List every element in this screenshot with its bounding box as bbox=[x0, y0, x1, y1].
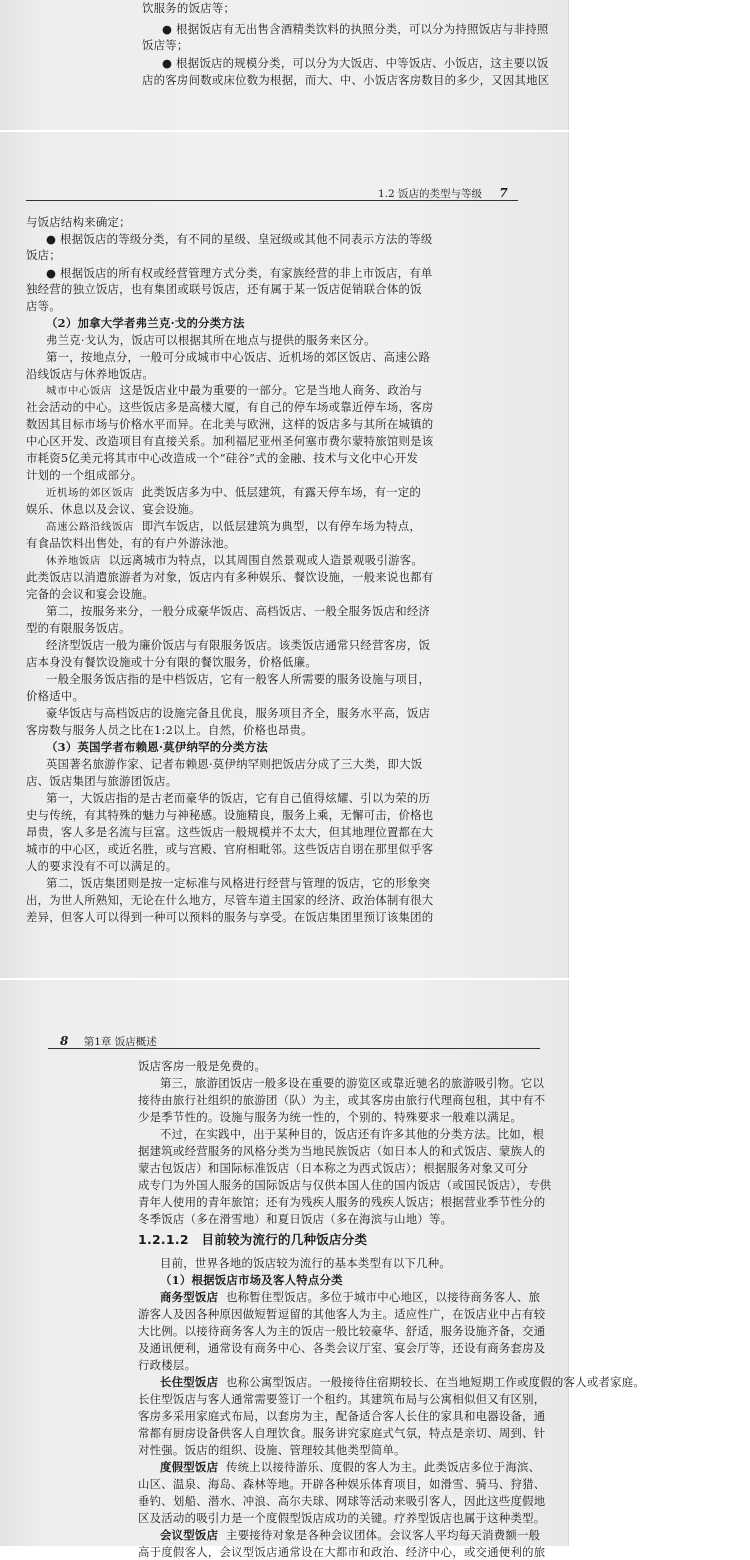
text-line: 数因其目标市场与价格水平而异。在北美与欧洲，这样的饭店多与其所在城镇的 bbox=[26, 417, 434, 431]
text-line: 长住型饭店与客人通常需要签订一个租约。其建筑布局与公寓相似但又有区别， bbox=[138, 1392, 546, 1406]
text-line: 饭店； bbox=[26, 248, 61, 262]
text-line bbox=[160, 1527, 540, 1543]
running-header bbox=[60, 1034, 157, 1049]
text-line: 饭店客房一般是免费的。 bbox=[138, 1059, 267, 1073]
text-line: 蒙古包饭店）和国际标准饭店（日本称之为西式饭店）；根据服务对象又可分 bbox=[138, 1161, 529, 1175]
header-rule bbox=[26, 200, 518, 201]
text-line: 昂贵，客人多是名流与巨富。这些饭店一般规模并不太大，但其地理位置都在大 bbox=[26, 825, 434, 839]
text-line: 价格适中。 bbox=[26, 689, 85, 703]
run-in-term: 休养地饭店 bbox=[46, 555, 101, 567]
text-line: 成专门为外国人服务的国际饭店与仅供本国人住的国内饭店（或国民饭店），专供 bbox=[138, 1178, 552, 1192]
page-7 bbox=[0, 132, 568, 978]
text-line: 人的要求没有不可以满足的。 bbox=[26, 859, 178, 873]
text-line: 独经营的独立饭店，也有集团或联号饭店，还有属于某一饭店促销联合体的饭 bbox=[26, 282, 422, 296]
text-run: 传统上以接待游乐、度假的客人为主。此类饭店多位于海滨、 bbox=[225, 1460, 541, 1474]
text-line: 有食品饮料出售处，有的有户外游泳池。 bbox=[26, 536, 236, 550]
bullet-line: ● 根据饭店的等级分类，有不同的星级、皇冠级或其他不同表示方法的等级 bbox=[46, 232, 433, 246]
text-line: 第二，饭店集团则是按一定标准与风格进行经营与管理的饭店，它的形象突 bbox=[46, 876, 431, 890]
header-rule bbox=[48, 1048, 540, 1049]
text-line: 第一，按地点分，一般可分成城市中心饭店、近机场的郊区饭店、高速公路 bbox=[46, 350, 431, 364]
text-line: 此类饭店以消遣旅游者为对象，饭店内有多种娱乐、餐饮设施，一般来说也都有 bbox=[26, 570, 434, 584]
text-line: 不过，在实践中，出于某种目的，饭店还有许多其他的分类方法。比如，根 bbox=[160, 1127, 545, 1141]
text-line: 冬季饭店（多在滑雪地）和夏日饭店（多在海滨与山地）等。 bbox=[138, 1212, 453, 1226]
subsection-heading: （3）英国学者布赖恩·莫伊纳罕的分类方法 bbox=[46, 740, 268, 754]
bullet-line: ● 根据饭店有无出售含酒精类饮料的执照分类，可以分为持照饭店与非持照 bbox=[162, 22, 549, 36]
text-line: 常都有厨房设备供客人自理饮食。服务讲究家庭式气氛，特点是亲切、周到、针 bbox=[138, 1426, 546, 1440]
text-line bbox=[46, 552, 423, 569]
text-run: 也称暂住型饭店。多位于城市中心地区，以接待商务客人、旅 bbox=[225, 1290, 541, 1304]
text-line: 大比例。以接待商务客人为主的饭店一般比较豪华、舒适，服务设施齐备，交通 bbox=[138, 1324, 546, 1338]
text-line: 客房数与服务人员之比在1:2以上。自然，价格也昂贵。 bbox=[26, 723, 313, 737]
text-line: 出，为世人所熟知，无论在什么地方，尽管车道主国家的经济、政治体制有很大 bbox=[26, 893, 434, 907]
text-line: 目前，世界各地的饭店较为流行的基本类型有以下几种。 bbox=[160, 1256, 452, 1270]
subsection-heading: （1）根据饭店市场及客人特点分类 bbox=[160, 1273, 343, 1287]
text-run: 以远离城市为特点，以其周围自然景观或人造景观吸引游客。 bbox=[108, 553, 424, 567]
text-line: 弗兰克·戈认为，饭店可以根据其所在地点与提供的服务来区分。 bbox=[46, 333, 376, 347]
text-line: 区及活动的吸引力是一个度假型饭店成功的关键。疗养型饭店也属于这种类型。 bbox=[138, 1511, 546, 1525]
text-line: 游客人及因各种原因做短暂逗留的其他客人为主。适应性广，在饭店业中占有较 bbox=[138, 1307, 546, 1321]
run-in-term: 会议型饭店 bbox=[160, 1528, 219, 1542]
text-line: 店本身没有餐饮设施或十分有限的餐饮服务，价格低廉。 bbox=[26, 655, 318, 669]
text-line: 社会活动的中心。这些饭店多是高楼大厦，有自己的停车场或靠近停车场，客房 bbox=[26, 400, 434, 414]
text-line: 英国著名旅游作家、记者布赖恩·莫伊纳罕则把饭店分成了三大类，即大饭 bbox=[46, 757, 423, 771]
text-run: 即汽车饭店，以低层建筑为典型，以有停车场为特点， bbox=[141, 519, 422, 533]
text-run: 也称公寓型饭店。一般接待住宿期较长、在当地短期工作或度假的客人或者家庭。 bbox=[225, 1375, 646, 1389]
text-line bbox=[160, 1374, 645, 1390]
run-in-term: 度假型饭店 bbox=[160, 1460, 219, 1474]
text-line: 与饭店结构来确定； bbox=[26, 215, 131, 229]
text-line bbox=[46, 382, 422, 399]
text-line: 差异，但客人可以得到一种可以预料的服务与享受。在饭店集团里预订该集团的 bbox=[26, 910, 434, 924]
page-fragment-top bbox=[0, 0, 568, 130]
running-header bbox=[378, 186, 508, 201]
text-line: 饭店等； bbox=[142, 38, 189, 52]
text-line: 山区、温泉、海岛、森林等地。开辟各种娱乐体育项目，如滑雪、骑马、狩猎、 bbox=[138, 1477, 546, 1491]
text-run: 这是饭店业中最为重要的一部分。它是当地人商务、政治与 bbox=[119, 383, 423, 397]
run-in-term: 长住型饭店 bbox=[160, 1375, 219, 1389]
text-run: 主要接待对象是各种会议团体。会议客人平均每天消费额一般 bbox=[225, 1528, 541, 1542]
text-line: 据建筑或经营服务的风格分类为当地民族饭店（如日本人的和式饭店、蒙族人的 bbox=[138, 1144, 546, 1158]
text-line: 客房多采用家庭式布局，以套房为主，配备适合客人长住的家具和电器设备，通 bbox=[138, 1409, 546, 1423]
text-line: 高于度假客人，会议型饭店通常设在大都市和政治、经济中心，或交通便利的旅 bbox=[138, 1545, 546, 1559]
run-in-term: 城市中心饭店 bbox=[46, 385, 112, 397]
run-in-term: 近机场的郊区饭店 bbox=[46, 487, 134, 499]
text-line: 豪华饭店与高档饭店的设施完备且优良，服务项目齐全，服务水平高，饭店 bbox=[46, 706, 431, 720]
text-line: 中心区开发、改造项目有直接关系。加利福尼亚州圣何塞市费尔蒙特旅馆则是该 bbox=[26, 434, 434, 448]
text-line: 行政楼层。 bbox=[138, 1358, 197, 1372]
bullet-line: ● 根据饭店的所有权或经营管理方式分类，有家族经营的非上市饭店，有单 bbox=[46, 266, 433, 280]
page-8 bbox=[0, 980, 646, 1559]
subsection-heading: （2）加拿大学者弗兰克·戈的分类方法 bbox=[46, 316, 245, 330]
text-line: 市耗资5亿美元将其市中心改造成一个“硅谷”式的金融、技术与文化中心开发 bbox=[26, 451, 419, 465]
text-line: 及通讯便利，通常设有商务中心、各类会议厅室、宴会厅等，还设有商务套房及 bbox=[138, 1341, 546, 1355]
text-line: 型的有限服务饭店。 bbox=[26, 621, 131, 635]
text-line: 一般全服务饭店指的是中档饭店，它有一般客人所需要的服务设施与项目， bbox=[46, 672, 431, 686]
text-line: 史与传统，有其特殊的魅力与神秘感。设施精良，服务上乘，无懈可击，价格也 bbox=[26, 808, 434, 822]
text-line: 店的客房间数或床位数为根据，而大、中、小饭店客房数目的多少，又因其地区 bbox=[142, 73, 550, 87]
text-line: 店、饭店集团与旅游团饭店。 bbox=[26, 774, 178, 788]
text-line: 第二，按服务来分，一般分成豪华饭店、高档饭店、一般全服务饭店和经济 bbox=[46, 604, 431, 618]
page-number: 7 bbox=[499, 186, 508, 200]
text-line bbox=[46, 484, 421, 501]
text-line bbox=[160, 1459, 540, 1475]
text-run: 此类饭店多为中、低层建筑，有露天停车场，有一定的 bbox=[141, 485, 422, 499]
text-line: 第一，大饭店指的是古老而豪华的饭店，它有自己值得炫耀、引以为荣的历 bbox=[46, 791, 431, 805]
page-number: 8 bbox=[60, 1034, 69, 1048]
text-line: 沿线饭店与休养地饭店。 bbox=[26, 367, 155, 381]
bullet-line: ● 根据饭店的规模分类，可以分为大饭店、中等饭店、小饭店，这主要以饭 bbox=[162, 56, 549, 70]
text-line: 垂钓、划船、潜水、冲浪、高尔夫球、网球等活动来吸引客人，因此这些度假地 bbox=[138, 1494, 546, 1508]
text-line: 少是季节性的。设施与服务为统一性的，个别的、特殊要求一般难以满足。 bbox=[138, 1110, 523, 1124]
text-line: 青年人使用的青年旅馆；还有为残疾人服务的残疾人饭店；根据营业季节性分的 bbox=[138, 1195, 546, 1209]
text-line: 第三，旅游团饭店一般多设在重要的游览区或靠近驰名的旅游吸引物。它以 bbox=[160, 1076, 545, 1090]
text-line: 饮服务的饭店等； bbox=[142, 1, 236, 15]
chapter-title: 第1章 饭店概述 bbox=[83, 1036, 157, 1048]
text-line: 经济型饭店一般为廉价饭店与有限服务饭店。该类饭店通常只经营客房，饭 bbox=[46, 638, 431, 652]
run-in-term: 商务型饭店 bbox=[160, 1290, 219, 1304]
text-line: 店等。 bbox=[26, 299, 61, 313]
section-heading: 1.2.1.2 目前较为流行的几种饭店分类 bbox=[138, 1232, 368, 1247]
section-title: 1.2 饭店的类型与等级 bbox=[378, 188, 483, 200]
text-line: 对性强。饭店的组织、设施、管理较其他类型简单。 bbox=[138, 1443, 406, 1457]
text-line bbox=[46, 518, 421, 535]
run-in-term: 高速公路沿线饭店 bbox=[46, 521, 134, 533]
text-line bbox=[160, 1289, 540, 1305]
text-line: 接待由旅行社组织的旅游团（队）为主，或其客房由旅行代理商包租，其中有不 bbox=[138, 1093, 546, 1107]
text-line: 娱乐、休息以及会议、宴会设施。 bbox=[26, 502, 201, 516]
text-line: 城市的中心区，或近名胜，或与宫殿、官府相毗邻。这些饭店自诩在那里似乎客 bbox=[26, 842, 434, 856]
text-line: 完备的会议和宴会设施。 bbox=[26, 587, 155, 601]
text-line: 计划的一个组成部分。 bbox=[26, 468, 143, 482]
